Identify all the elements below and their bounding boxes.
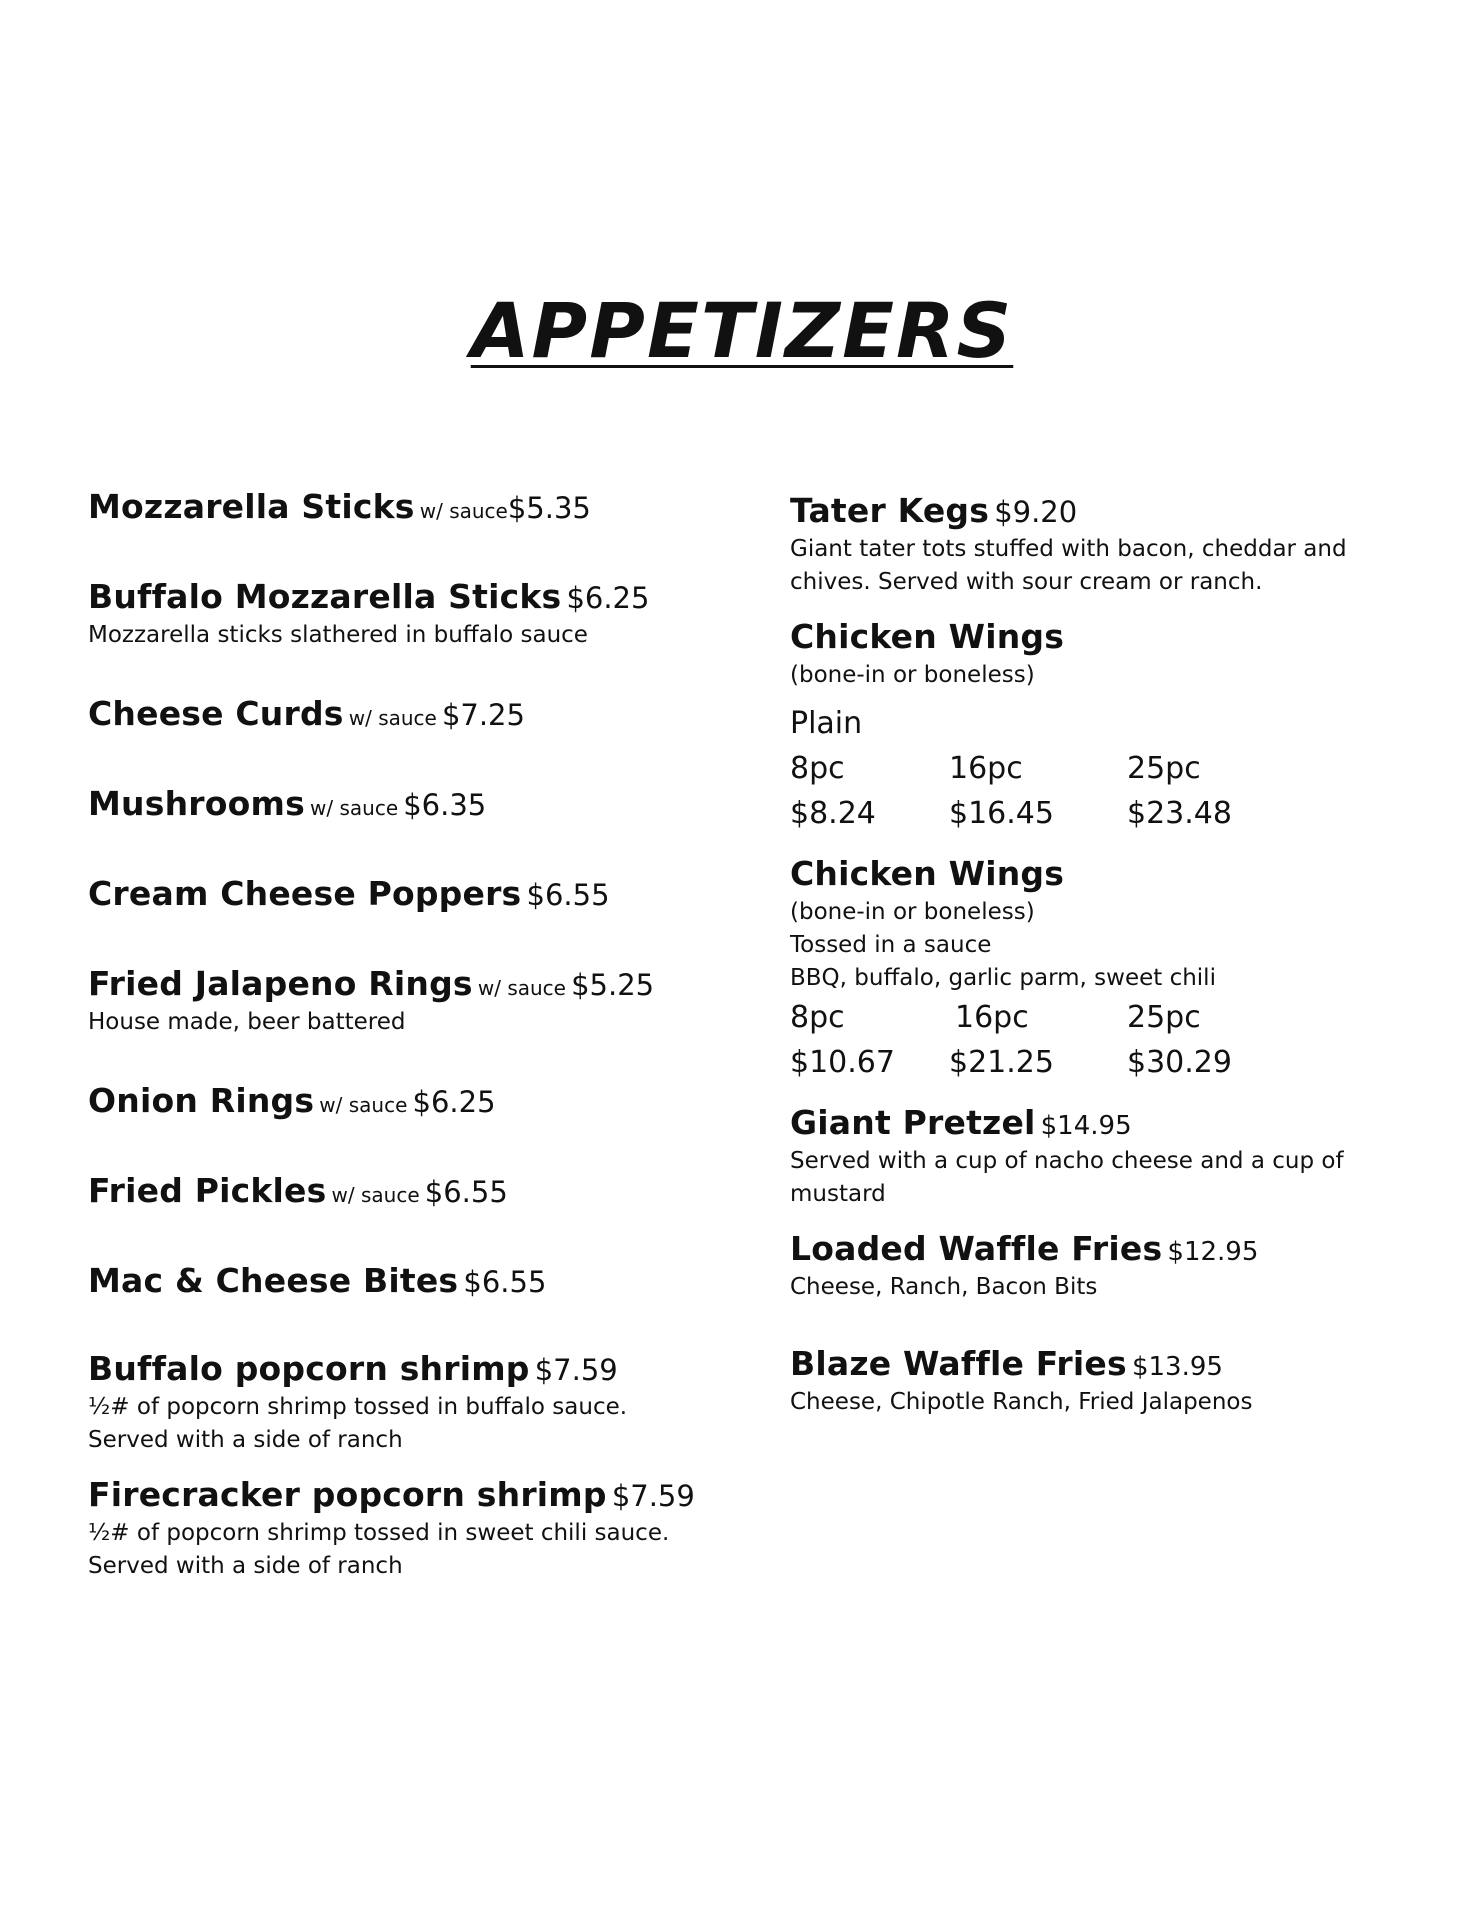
wings-price-row [790,1040,1410,1085]
item-name: Tater Kegs [790,491,990,530]
item-note: w/ sauce [477,976,566,1000]
item-description: mustard [790,1181,886,1207]
item-name: Giant Pretzel [790,1103,1036,1142]
wings-price-row [790,791,1410,836]
menu-item-wings-sauced [790,852,1410,1085]
size-price: $23.48 [1127,796,1232,831]
item-price: $5.25 [571,968,655,1002]
item-name: Cream Cheese Poppers [88,874,522,913]
left-column [88,485,728,1583]
item-price: $5.35 [507,491,591,525]
item-name: Buffalo Mozzarella Sticks [88,577,562,616]
menu-item [88,1347,728,1457]
item-name: Blaze Waffle Fries [790,1344,1127,1383]
item-name: Mac & Cheese Bites [88,1261,459,1300]
item-price: $7.59 [611,1479,695,1513]
item-note: w/ sauce [310,796,399,820]
item-description: Cheese, Chipotle Ranch, Fried Jalapenos [790,1389,1253,1415]
item-name: Mozzarella Sticks [88,487,415,526]
size-price: $16.45 [949,796,1054,831]
item-description: Served with a cup of nacho cheese and a cup of [790,1148,1344,1174]
item-description: Mozzarella sticks slathered in buffalo sauce [88,622,588,648]
item-name: Mushrooms [88,784,305,823]
item-description: House made, beer battered [88,1009,406,1035]
menu-item-tater-kegs [790,489,1410,599]
menu-item [88,782,728,826]
menu-item [88,872,728,916]
item-price: $7.25 [441,698,525,732]
item-price: $6.55 [424,1175,508,1209]
menu-item [88,692,728,736]
wings-size-row [790,995,1410,1040]
item-price: $6.35 [403,788,487,822]
item-price: $6.55 [463,1265,547,1299]
size-price: $30.29 [1127,1045,1232,1080]
item-description: BBQ, buffalo, garlic parm, sweet chili [790,965,1216,991]
size-label: 16pc [955,1000,1029,1035]
size-label: 25pc [1127,751,1201,786]
menu-item [88,1079,728,1123]
size-price: $21.25 [949,1045,1054,1080]
item-description: Served with a side of ranch [88,1427,403,1453]
item-description: ½# of popcorn shrimp tossed in buffalo sauce. [88,1394,628,1420]
item-name: Fried Pickles [88,1171,327,1210]
item-subtitle: (bone-in or boneless) [790,662,1035,688]
item-name: Chicken Wings [790,617,1065,656]
menu-item [88,1473,728,1583]
item-price: $6.25 [412,1085,496,1119]
item-description: Giant tater tots stuffed with bacon, cheddar and [790,536,1347,562]
item-description: Served with a side of ranch [88,1553,403,1579]
size-price: $8.24 [790,796,876,831]
item-name: Loaded Waffle Fries [790,1229,1163,1268]
menu-item-giant-pretzel [790,1101,1410,1211]
item-name: Buffalo popcorn shrimp [88,1349,530,1388]
item-price: $13.95 [1131,1352,1223,1382]
item-description: Cheese, Ranch, Bacon Bits [790,1274,1098,1300]
menu-item-wings-plain [790,615,1410,836]
item-price: $6.25 [566,581,650,615]
wings-size-row [790,746,1410,791]
size-label: 25pc [1127,1000,1201,1035]
item-price: $6.55 [526,878,610,912]
menu-item [88,485,728,529]
menu-item [88,962,728,1039]
item-note: w/ sauce [419,499,508,523]
item-description: Tossed in a sauce [790,932,992,958]
item-price: $14.95 [1040,1111,1132,1141]
item-name: Cheese Curds [88,694,344,733]
item-price: $12.95 [1167,1237,1259,1267]
item-name: Onion Rings [88,1081,315,1120]
size-label: 16pc [949,751,1023,786]
menu-item [88,1259,728,1303]
right-column [790,489,1410,1419]
size-price: $10.67 [790,1045,895,1080]
item-description: ½# of popcorn shrimp tossed in sweet chili sauce. [88,1520,670,1546]
item-price: $7.59 [534,1353,618,1387]
menu-item-blaze-waffle-fries [790,1342,1410,1419]
menu-item [88,575,728,652]
item-name: Chicken Wings [790,854,1065,893]
size-label: 8pc [790,1000,845,1035]
item-note: w/ sauce [319,1093,408,1117]
menu-item [88,1169,728,1213]
item-note: w/ sauce [331,1183,420,1207]
item-name: Firecracker popcorn shrimp [88,1475,607,1514]
item-subtitle: (bone-in or boneless) [790,899,1035,925]
menu-item-loaded-waffle-fries [790,1227,1410,1304]
item-description: chives. Served with sour cream or ranch. [790,569,1263,595]
wings-style-label: Plain [790,706,863,741]
item-price: $9.20 [994,495,1078,529]
item-note: w/ sauce [348,706,437,730]
item-name: Fried Jalapeno Rings [88,964,473,1003]
menu-title: APPETIZERS [470,286,1014,375]
size-label: 8pc [790,751,845,786]
